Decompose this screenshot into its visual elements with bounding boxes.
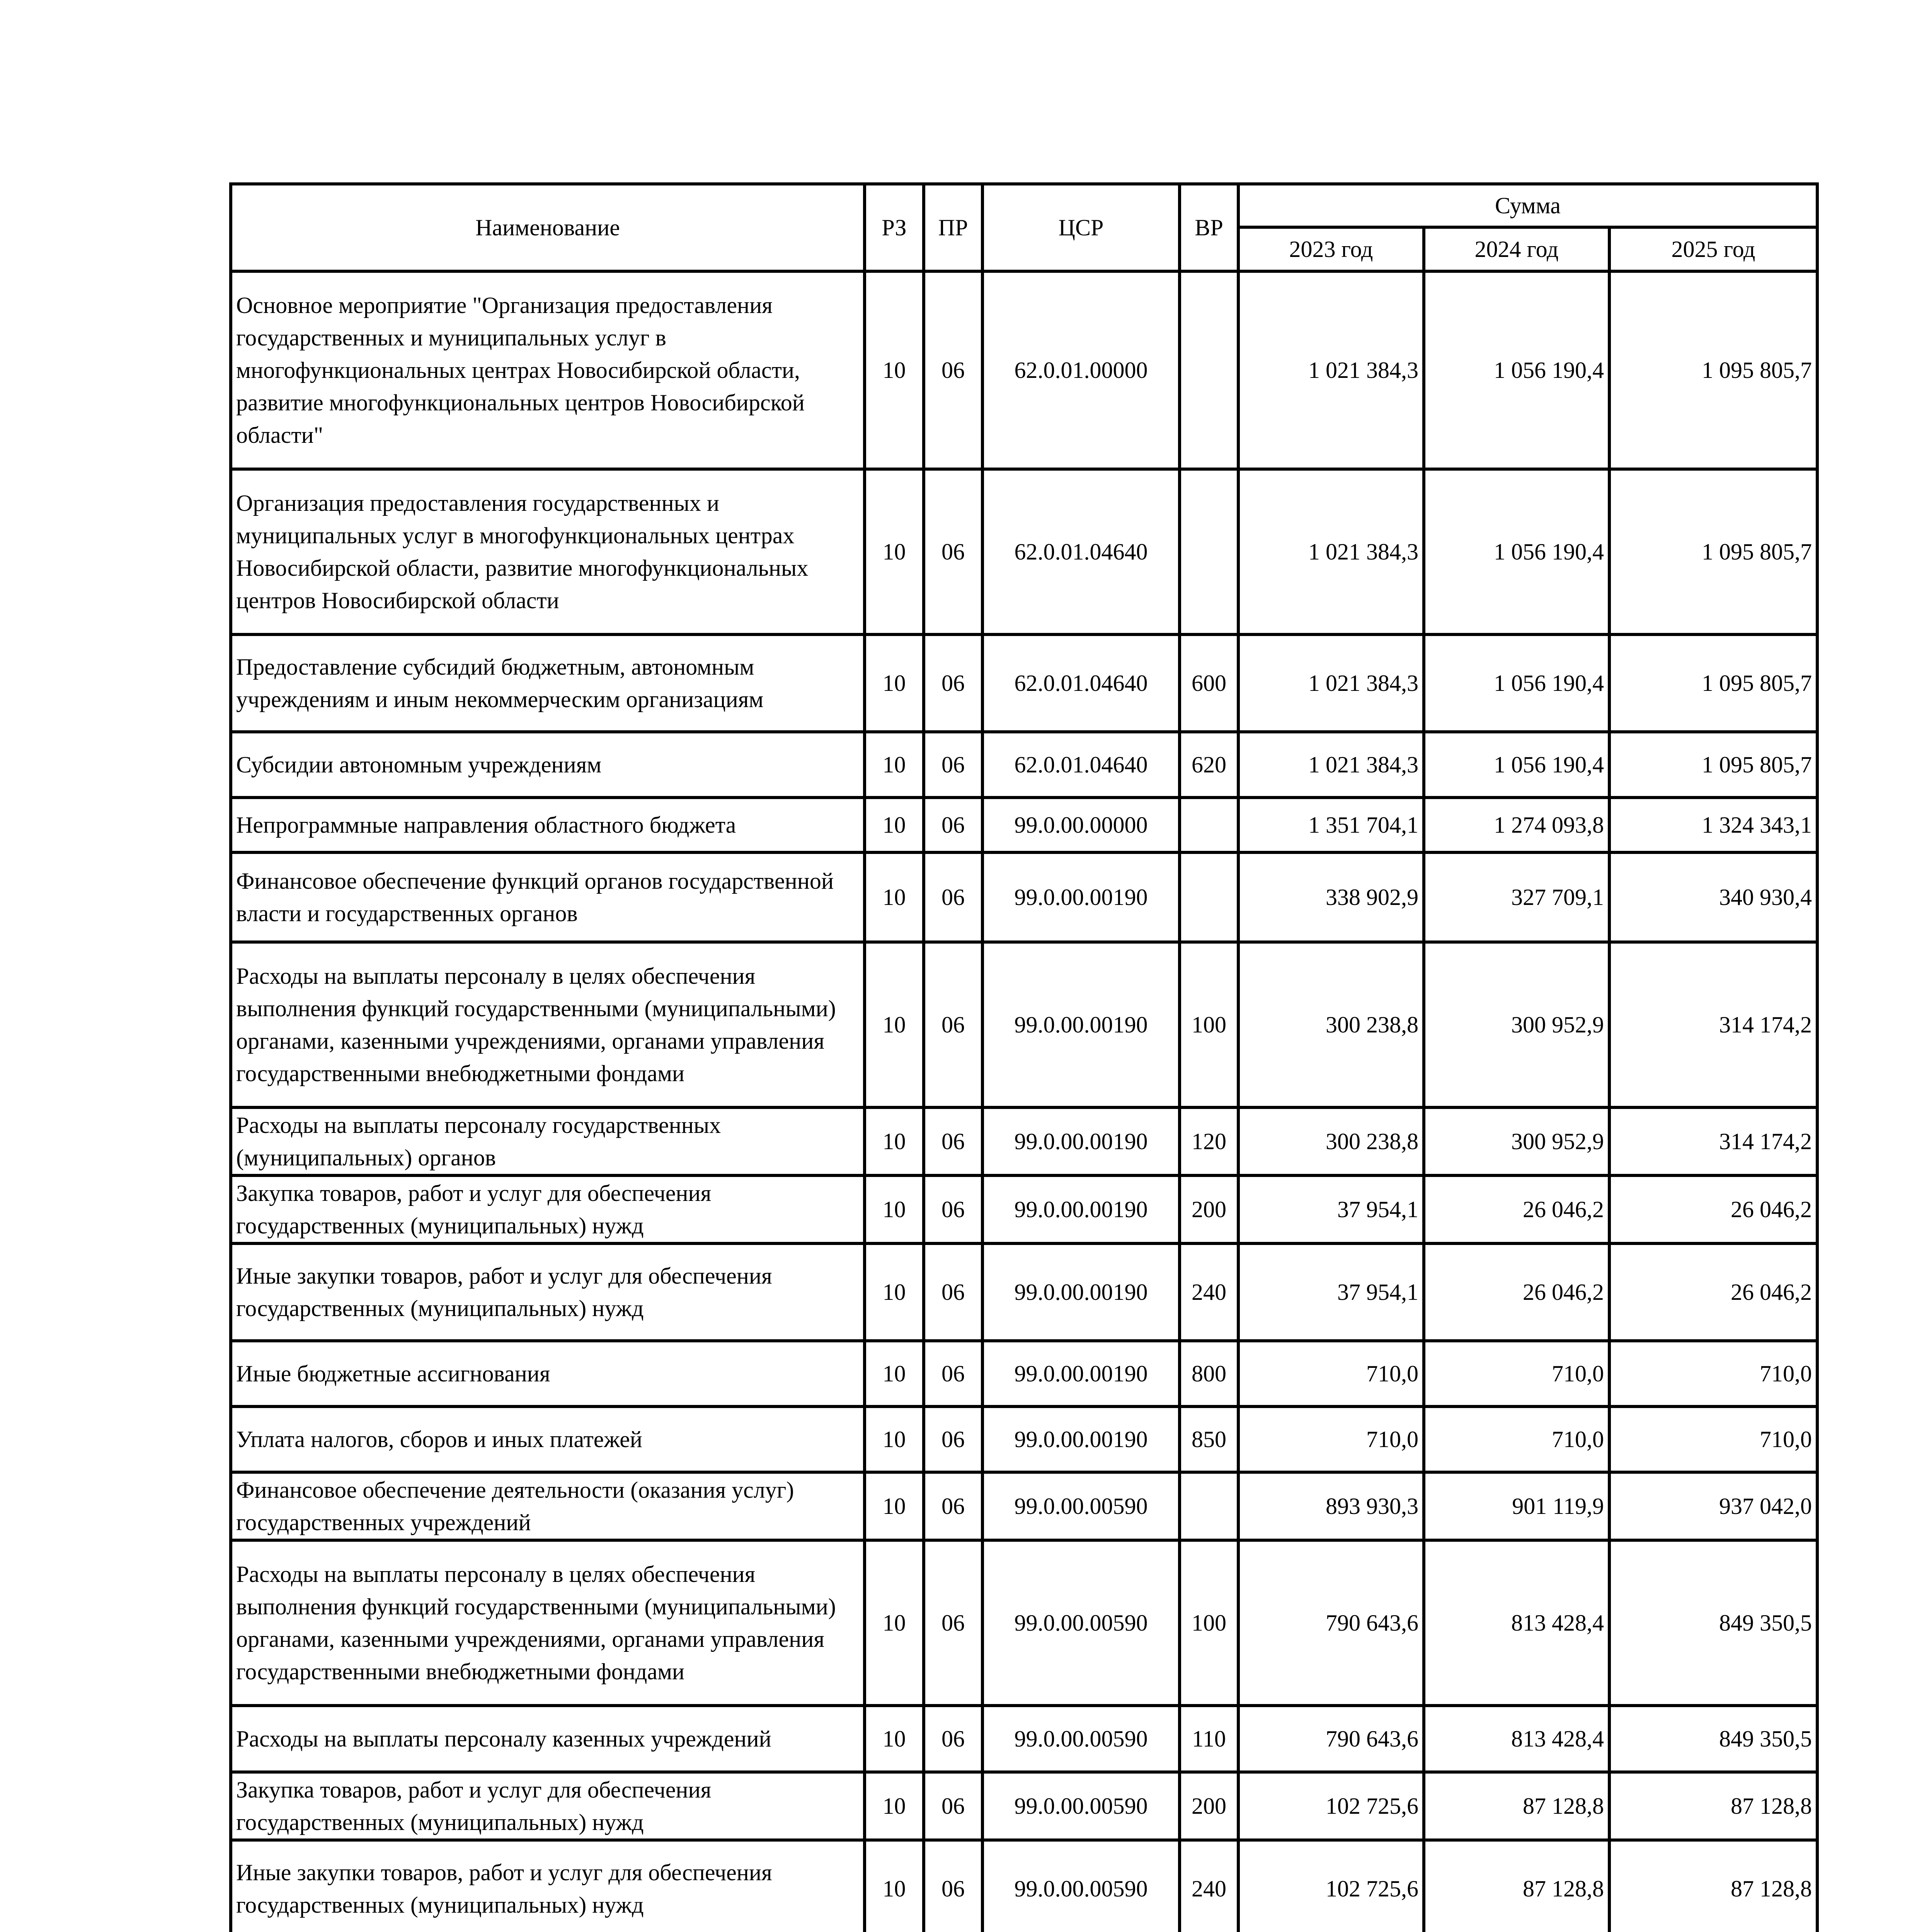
row-rz: 10 — [865, 1472, 924, 1540]
row-sum-2024: 26 046,2 — [1424, 1175, 1609, 1243]
row-csr: 99.0.00.00590 — [982, 1706, 1180, 1772]
row-name: Организация предоставления государственных и муниципальных услуг в многофункциональных центрах Новосибирской области, развитие многофункциональных центров Новосибирской области — [231, 469, 865, 634]
table-row — [231, 1107, 1817, 1175]
row-csr: 62.0.01.04640 — [982, 469, 1180, 634]
row-sum-2024: 1 056 190,4 — [1424, 634, 1609, 732]
row-sum-2024: 26 046,2 — [1424, 1243, 1609, 1341]
row-pr: 06 — [924, 1107, 982, 1175]
row-csr: 62.0.01.00000 — [982, 271, 1180, 469]
row-vr: 100 — [1180, 942, 1238, 1107]
row-pr: 06 — [924, 1472, 982, 1540]
row-sum-2025: 710,0 — [1609, 1341, 1817, 1406]
row-csr: 62.0.01.04640 — [982, 634, 1180, 732]
row-csr: 99.0.00.00590 — [982, 1540, 1180, 1706]
row-sum-2023: 1 351 704,1 — [1238, 798, 1424, 852]
row-sum-2025: 314 174,2 — [1609, 1107, 1817, 1175]
header-name: Наименование — [231, 184, 865, 271]
table-row — [231, 1472, 1817, 1540]
row-sum-2023: 300 238,8 — [1238, 1107, 1424, 1175]
table-row — [231, 1406, 1817, 1472]
row-sum-2024: 300 952,9 — [1424, 1107, 1609, 1175]
row-vr — [1180, 271, 1238, 469]
row-rz: 10 — [865, 469, 924, 634]
row-name: Иные закупки товаров, работ и услуг для обеспечения государственных (муниципальных) нужд — [231, 1840, 865, 1932]
row-name: Финансовое обеспечение деятельности (оказания услуг) государственных учреждений — [231, 1472, 865, 1540]
row-sum-2024: 1 056 190,4 — [1424, 469, 1609, 634]
row-vr: 100 — [1180, 1540, 1238, 1706]
row-csr: 99.0.00.00590 — [982, 1840, 1180, 1932]
row-rz: 10 — [865, 1540, 924, 1706]
row-sum-2023: 37 954,1 — [1238, 1243, 1424, 1341]
row-pr: 06 — [924, 1243, 982, 1341]
header-2024: 2024 год — [1424, 227, 1609, 271]
row-name: Расходы на выплаты персоналу в целях обеспечения выполнения функций государственными (муниципальными) органами, казенными учреждениями, органами управления государственными внебюджетными фондами — [231, 1540, 865, 1706]
row-rz: 10 — [865, 732, 924, 798]
row-sum-2023: 790 643,6 — [1238, 1706, 1424, 1772]
row-sum-2025: 26 046,2 — [1609, 1175, 1817, 1243]
row-pr: 06 — [924, 1840, 982, 1932]
row-pr: 06 — [924, 852, 982, 942]
row-sum-2024: 1 056 190,4 — [1424, 732, 1609, 798]
table-row — [231, 1772, 1817, 1840]
row-rz: 10 — [865, 1772, 924, 1840]
row-sum-2023: 710,0 — [1238, 1406, 1424, 1472]
row-name: Основное мероприятие "Организация предоставления государственных и муниципальных услуг в многофункциональных центрах Новосибирской области, развитие многофункциональных центров Новосибирской области" — [231, 271, 865, 469]
row-vr: 620 — [1180, 732, 1238, 798]
row-name: Непрограммные направления областного бюджета — [231, 798, 865, 852]
row-sum-2023: 1 021 384,3 — [1238, 271, 1424, 469]
row-sum-2024: 87 128,8 — [1424, 1772, 1609, 1840]
row-sum-2025: 87 128,8 — [1609, 1772, 1817, 1840]
row-vr — [1180, 469, 1238, 634]
row-pr: 06 — [924, 1540, 982, 1706]
row-name: Закупка товаров, работ и услуг для обеспечения государственных (муниципальных) нужд — [231, 1772, 865, 1840]
budget-table — [229, 182, 1819, 1932]
table-row — [231, 469, 1817, 634]
row-vr — [1180, 1472, 1238, 1540]
row-pr: 06 — [924, 634, 982, 732]
row-sum-2025: 26 046,2 — [1609, 1243, 1817, 1341]
header-2023: 2023 год — [1238, 227, 1424, 271]
row-sum-2023: 102 725,6 — [1238, 1772, 1424, 1840]
row-pr: 06 — [924, 1406, 982, 1472]
row-rz: 10 — [865, 1107, 924, 1175]
table-row — [231, 732, 1817, 798]
table-row — [231, 1540, 1817, 1706]
row-sum-2025: 937 042,0 — [1609, 1472, 1817, 1540]
row-rz: 10 — [865, 852, 924, 942]
row-sum-2023: 37 954,1 — [1238, 1175, 1424, 1243]
row-sum-2025: 849 350,5 — [1609, 1706, 1817, 1772]
row-rz: 10 — [865, 1406, 924, 1472]
row-csr: 99.0.00.00190 — [982, 1107, 1180, 1175]
row-pr: 06 — [924, 798, 982, 852]
row-pr: 06 — [924, 1175, 982, 1243]
row-rz: 10 — [865, 1175, 924, 1243]
row-rz: 10 — [865, 271, 924, 469]
row-rz: 10 — [865, 634, 924, 732]
row-pr: 06 — [924, 1341, 982, 1406]
row-rz: 10 — [865, 1243, 924, 1341]
row-pr: 06 — [924, 469, 982, 634]
row-vr: 240 — [1180, 1243, 1238, 1341]
row-name: Расходы на выплаты персоналу государственных (муниципальных) органов — [231, 1107, 865, 1175]
row-csr: 99.0.00.00190 — [982, 1243, 1180, 1341]
row-pr: 06 — [924, 1706, 982, 1772]
table-row — [231, 1243, 1817, 1341]
row-sum-2024: 710,0 — [1424, 1341, 1609, 1406]
row-sum-2025: 1 324 343,1 — [1609, 798, 1817, 852]
table-row — [231, 1175, 1817, 1243]
row-sum-2023: 893 930,3 — [1238, 1472, 1424, 1540]
table-row — [231, 1706, 1817, 1772]
row-sum-2024: 300 952,9 — [1424, 942, 1609, 1107]
row-pr: 06 — [924, 271, 982, 469]
row-vr: 850 — [1180, 1406, 1238, 1472]
row-sum-2024: 327 709,1 — [1424, 852, 1609, 942]
row-name: Расходы на выплаты персоналу казенных учреждений — [231, 1706, 865, 1772]
row-sum-2025: 1 095 805,7 — [1609, 634, 1817, 732]
row-sum-2025: 340 930,4 — [1609, 852, 1817, 942]
row-csr: 99.0.00.00190 — [982, 1406, 1180, 1472]
row-sum-2025: 1 095 805,7 — [1609, 271, 1817, 469]
row-csr: 99.0.00.00190 — [982, 1341, 1180, 1406]
row-sum-2023: 300 238,8 — [1238, 942, 1424, 1107]
row-sum-2023: 1 021 384,3 — [1238, 469, 1424, 634]
table-row — [231, 942, 1817, 1107]
table-body — [231, 271, 1817, 1932]
row-vr: 200 — [1180, 1175, 1238, 1243]
row-csr: 99.0.00.00590 — [982, 1772, 1180, 1840]
row-rz: 10 — [865, 798, 924, 852]
row-vr — [1180, 852, 1238, 942]
row-csr: 99.0.00.00000 — [982, 798, 1180, 852]
row-sum-2023: 1 021 384,3 — [1238, 634, 1424, 732]
row-sum-2025: 710,0 — [1609, 1406, 1817, 1472]
row-name: Закупка товаров, работ и услуг для обеспечения государственных (муниципальных) нужд — [231, 1175, 865, 1243]
row-csr: 99.0.00.00590 — [982, 1472, 1180, 1540]
row-name: Расходы на выплаты персоналу в целях обеспечения выполнения функций государственными (муниципальными) органами, казенными учреждениями, органами управления государственными внебюджетными фондами — [231, 942, 865, 1107]
row-sum-2025: 87 128,8 — [1609, 1840, 1817, 1932]
header-pr: ПР — [924, 184, 982, 271]
row-pr: 06 — [924, 1772, 982, 1840]
row-pr: 06 — [924, 942, 982, 1107]
table-row — [231, 1840, 1817, 1932]
row-name: Финансовое обеспечение функций органов государственной власти и государственных органов — [231, 852, 865, 942]
row-vr: 200 — [1180, 1772, 1238, 1840]
row-sum-2023: 102 725,6 — [1238, 1840, 1424, 1932]
table-row — [231, 798, 1817, 852]
table-row — [231, 1341, 1817, 1406]
row-rz: 10 — [865, 1706, 924, 1772]
header-2025: 2025 год — [1609, 227, 1817, 271]
row-name: Уплата налогов, сборов и иных платежей — [231, 1406, 865, 1472]
row-sum-2024: 813 428,4 — [1424, 1706, 1609, 1772]
row-rz: 10 — [865, 1840, 924, 1932]
row-sum-2024: 1 056 190,4 — [1424, 271, 1609, 469]
row-sum-2023: 1 021 384,3 — [1238, 732, 1424, 798]
table-row — [231, 634, 1817, 732]
row-sum-2024: 1 274 093,8 — [1424, 798, 1609, 852]
row-name: Иные закупки товаров, работ и услуг для обеспечения государственных (муниципальных) нужд — [231, 1243, 865, 1341]
row-name: Иные бюджетные ассигнования — [231, 1341, 865, 1406]
row-sum-2024: 710,0 — [1424, 1406, 1609, 1472]
row-name: Субсидии автономным учреждениям — [231, 732, 865, 798]
row-sum-2025: 849 350,5 — [1609, 1540, 1817, 1706]
header-rz: РЗ — [865, 184, 924, 271]
header-vr: ВР — [1180, 184, 1238, 271]
row-vr: 110 — [1180, 1706, 1238, 1772]
row-csr: 99.0.00.00190 — [982, 852, 1180, 942]
row-rz: 10 — [865, 942, 924, 1107]
row-vr: 600 — [1180, 634, 1238, 732]
row-csr: 62.0.01.04640 — [982, 732, 1180, 798]
row-sum-2025: 1 095 805,7 — [1609, 732, 1817, 798]
row-csr: 99.0.00.00190 — [982, 1175, 1180, 1243]
row-sum-2025: 1 095 805,7 — [1609, 469, 1817, 634]
row-vr: 120 — [1180, 1107, 1238, 1175]
table-row — [231, 852, 1817, 942]
row-vr: 240 — [1180, 1840, 1238, 1932]
row-name: Предоставление субсидий бюджетным, автономным учреждениям и иным некоммерческим организациям — [231, 634, 865, 732]
row-pr: 06 — [924, 732, 982, 798]
row-sum-2024: 87 128,8 — [1424, 1840, 1609, 1932]
row-sum-2023: 790 643,6 — [1238, 1540, 1424, 1706]
row-sum-2023: 710,0 — [1238, 1341, 1424, 1406]
table-header — [231, 184, 1817, 271]
row-sum-2023: 338 902,9 — [1238, 852, 1424, 942]
row-sum-2024: 813 428,4 — [1424, 1540, 1609, 1706]
row-vr — [1180, 798, 1238, 852]
row-rz: 10 — [865, 1341, 924, 1406]
table-row — [231, 271, 1817, 469]
row-sum-2025: 314 174,2 — [1609, 942, 1817, 1107]
header-csr: ЦСР — [982, 184, 1180, 271]
header-sum: Сумма — [1238, 184, 1817, 227]
row-csr: 99.0.00.00190 — [982, 942, 1180, 1107]
row-vr: 800 — [1180, 1341, 1238, 1406]
row-sum-2024: 901 119,9 — [1424, 1472, 1609, 1540]
